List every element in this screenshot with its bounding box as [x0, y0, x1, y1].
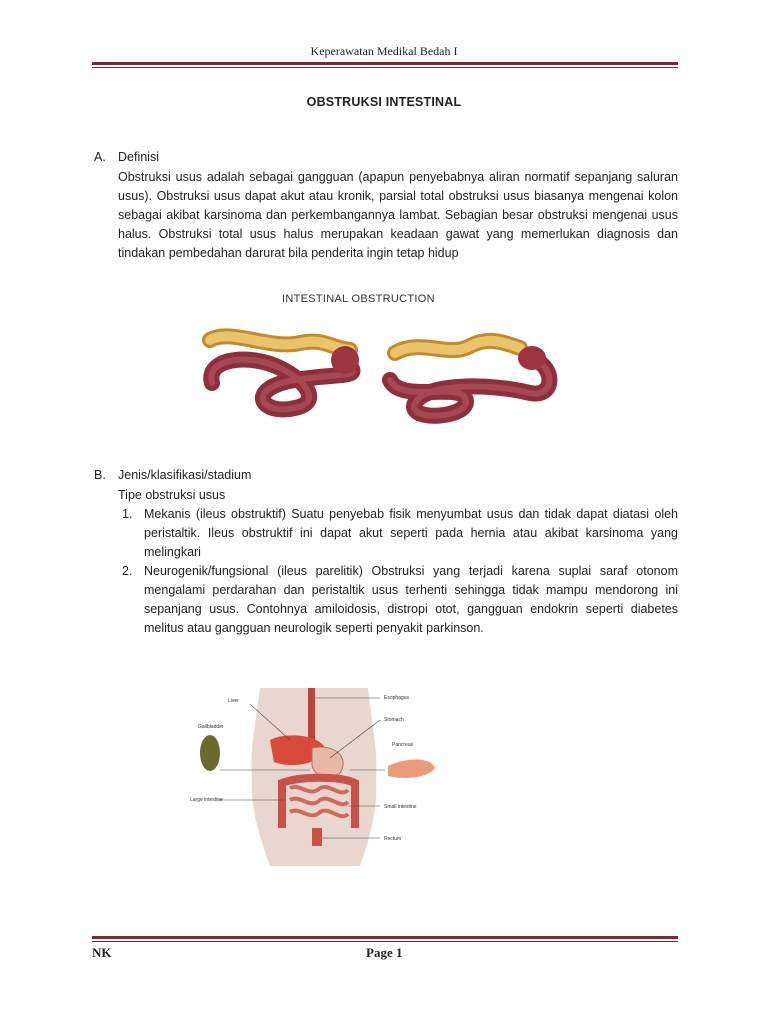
label-gallbladder: Gallbladder — [198, 724, 224, 730]
label-stomach: Stomach — [384, 717, 404, 723]
running-header: Keperawatan Medikal Bedah I — [310, 44, 458, 58]
label-large-intestine: Large intestine — [190, 797, 223, 803]
document-title: OBSTRUKSI INTESTINAL — [306, 95, 462, 109]
section-b-letter: B. — [94, 468, 106, 482]
list-item-text: Mekanis (ileus obstruktif) Suatu penyebab fisik menyumbat usus dan tidak dapat diatasi oleh peristaltik. Ileus obstruktif ini dapat akut seperti pada hernia atau akibat karsinoma yang melingkari — [144, 507, 678, 559]
figure-caption: INTESTINAL OBSTRUCTION — [282, 293, 435, 305]
footer-rule — [92, 936, 678, 942]
label-rectum: Rectum — [384, 836, 402, 842]
section-b-title: Jenis/klasifikasi/stadium — [118, 468, 252, 482]
section-a-title: Definisi — [118, 150, 159, 164]
list-item-number: 2. — [122, 564, 133, 578]
intestinal-obstruction-figure — [200, 288, 560, 438]
list-item-text: Neurogenik/fungsional (ileus parelitik) Obstruksi yang terjadi karena suplai saraf otonom mengalami perdarahan dan peristaltik usus terhenti sehingga tidak mampu mendorong ini sepanjang usus. Contohnya amiloidosis, distropi otot, gangguan endokrin seperti diabetes melitus atau gangguan neurologik seperti penyakit parkinson. — [144, 564, 678, 635]
obstruction-type-list — [118, 505, 678, 638]
page-number: Page 1 — [366, 945, 403, 960]
list-item — [118, 562, 678, 638]
digestive-system-figure — [190, 688, 450, 866]
footer-author: NK — [92, 945, 112, 960]
definition-paragraph: Obstruksi usus adalah sebagai gangguan (apapun penyebabnya aliran normatif sepanjang saluran usus). Obstruksi usus dapat akut atau kronik, parsial total obstruksi usus biasanya mengenai kolon sebagai akibat karsinoma dan perkembangannya lambat. Sebagian besar obstruksi mengenai usus halus. Obstruksi total usus halus merupakan keadaan gawat yang memerlukan diagnosis dan tindakan pembedahan darurat bila penderita ingin tetap hidup — [118, 170, 678, 260]
list-item-number: 1. — [122, 507, 133, 521]
header-rule — [92, 62, 678, 68]
digestive-anatomy-illustration — [190, 688, 450, 866]
section-b-subheading: Tipe obstruksi usus — [118, 488, 226, 502]
label-small-intestine: Small intestine — [384, 804, 417, 810]
intestine-illustration — [200, 288, 560, 438]
list-item — [118, 505, 678, 562]
label-esophagus: Esophagus — [384, 695, 410, 701]
section-a-letter: A. — [94, 150, 106, 164]
label-pancreas: Pancreas — [392, 742, 414, 748]
label-liver: Liver — [228, 698, 239, 704]
